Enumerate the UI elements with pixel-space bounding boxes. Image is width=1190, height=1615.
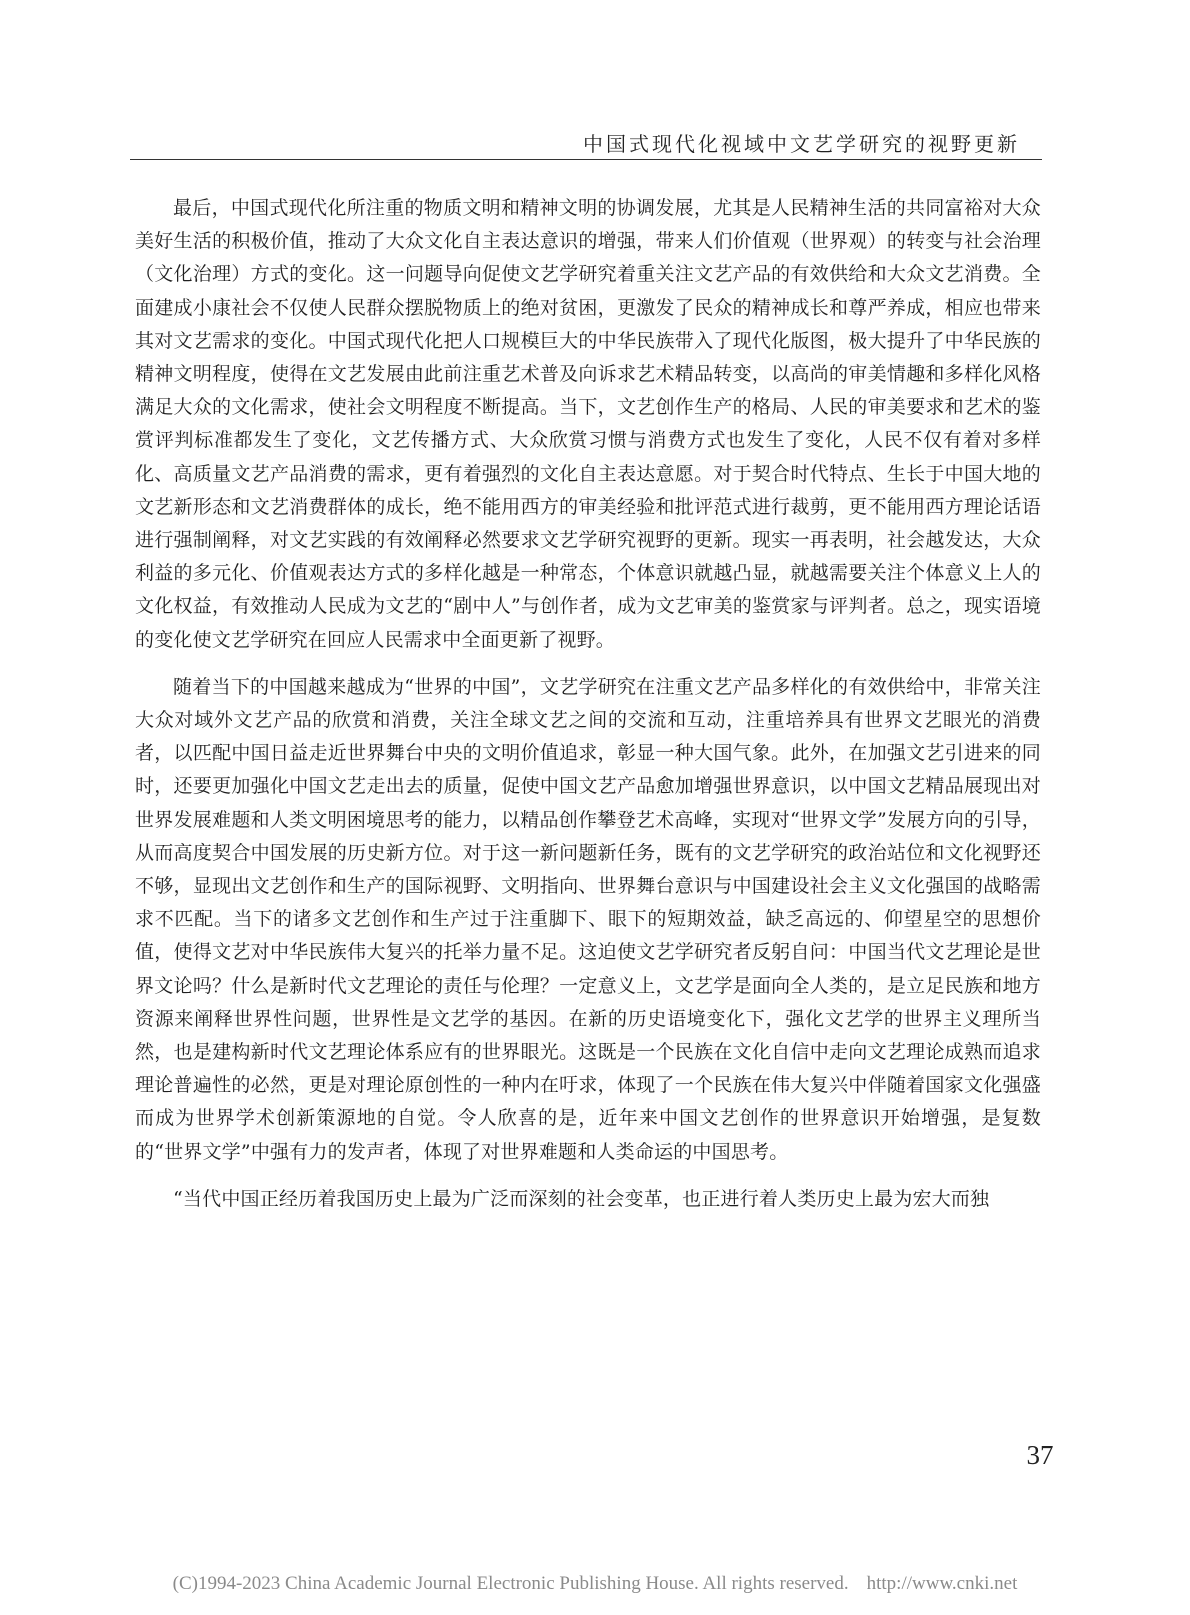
footer-url[interactable]: http://www.cnki.net: [866, 1573, 1018, 1594]
paragraph-1: 最后，中国式现代化所注重的物质文明和精神文明的协调发展，尤其是人民精神生活的共同富裕对大众美好生活的积极价值，推动了大众文化自主表达意识的增强，带来人们价值观（世界观）的转变与社会治理（文化治理）方式的变化。这一问题导向促使文艺学研究着重关注文艺产品的有效供给和大众文艺消费。全面建成小康社会不仅使人民群众摆脱物质上的绝对贫困，更激发了民众的精神成长和尊严养成，相应也带来其对文艺需求的变化。中国式现代化把人口规模巨大的中华民族带入了现代化版图，极大提升了中华民族的精神文明程度，使得在文艺发展由此前注重艺术普及向诉求艺术精品转变，以高尚的审美情趣和多样化风格满足大众的文化需求，使社会文明程度不断提高。当下，文艺创作生产的格局、人民的审美要求和艺术的鉴赏评判标准都发生了变化，文艺传播方式、大众欣赏习惯与消费方式也发生了变化，人民不仅有着对多样化、高质量文艺产品消费的需求，更有着强烈的文化自主表达意愿。对于契合时代特点、生长于中国大地的文艺新形态和文艺消费群体的成长，绝不能用西方的审美经验和批评范式进行裁剪，更不能用西方理论话语进行强制阐释，对文艺实践的有效阐释必然要求文艺学研究视野的更新。现实一再表明，社会越发达，大众利益的多元化、价值观表达方式的多样化越是一种常态，个体意识就越凸显，就越需要关注个体意义上人的文化权益，有效推动人民成为文艺的“剧中人”与创作者，成为文艺审美的鉴赏家与评判者。总之，现实语境的变化使文艺学研究在回应人民需求中全面更新了视野。: [135, 197, 1041, 651]
copyright-notice: (C)1994-2023 China Academic Journal Electronic Publishing House. All rights reserved.: [172, 1573, 849, 1594]
header-rule: [130, 159, 1042, 160]
page-number: 37: [1026, 1440, 1054, 1470]
article-body: [135, 192, 1041, 1230]
paragraph-3: “当代中国正经历着我国历史上最为广泛而深刻的社会变革，也正进行着人类历史上最为宏大而独: [173, 1187, 990, 1210]
footer-copyright-line: [0, 1573, 1190, 1595]
paragraph-2: 随着当下的中国越来越成为“世界的中国”，文艺学研究在注重文艺产品多样化的有效供给中，非常关注大众对域外文艺产品的欣赏和消费，关注全球文艺之间的交流和互动，注重培养具有世界文艺眼光的消费者，以匹配中国日益走近世界舞台中央的文明价值追求，彰显一种大国气象。此外，在加强文艺引进来的同时，还要更加强化中国文艺走出去的质量，促使中国文艺产品愈加增强世界意识，以中国文艺精品展现出对世界发展难题和人类文明困境思考的能力，以精品创作攀登艺术高峰，实现对“世界文学”发展方向的引导，从而高度契合中国发展的历史新方位。对于这一新问题新任务，既有的文艺学研究的政治站位和文化视野还不够，显现出文艺创作和生产的国际视野、文明指向、世界舞台意识与中国建设社会主义文化强国的战略需求不匹配。当下的诸多文艺创作和生产过于注重脚下、眼下的短期效益，缺乏高远的、仰望星空的思想价值，使得文艺对中华民族伟大复兴的托举力量不足。这迫使文艺学研究者反躬自问：中国当代文艺理论是世界文论吗？什么是新时代文艺理论的责任与伦理？一定意义上，文艺学是面向全人类的，是立足民族和地方资源来阐释世界性问题，世界性是文艺学的基因。在新的历史语境变化下，强化文艺学的世界主义理所当然，也是建构新时代文艺理论体系应有的世界眼光。这既是一个民族在文化自信中走向文艺理论成熟而追求理论普遍性的必然，更是对理论原创性的一种内在吁求，体现了一个民族在伟大复兴中伴随着国家文化强盛而成为世界学术创新策源地的自觉。令人欣喜的是，近年来中国文艺创作的世界意识开始增强，是复数的“世界文学”中强有力的发声者，体现了对世界难题和人类命运的中国思考。: [135, 675, 1041, 1163]
running-head-title: 中国式现代化视域中文艺学研究的视野更新: [583, 132, 1020, 156]
